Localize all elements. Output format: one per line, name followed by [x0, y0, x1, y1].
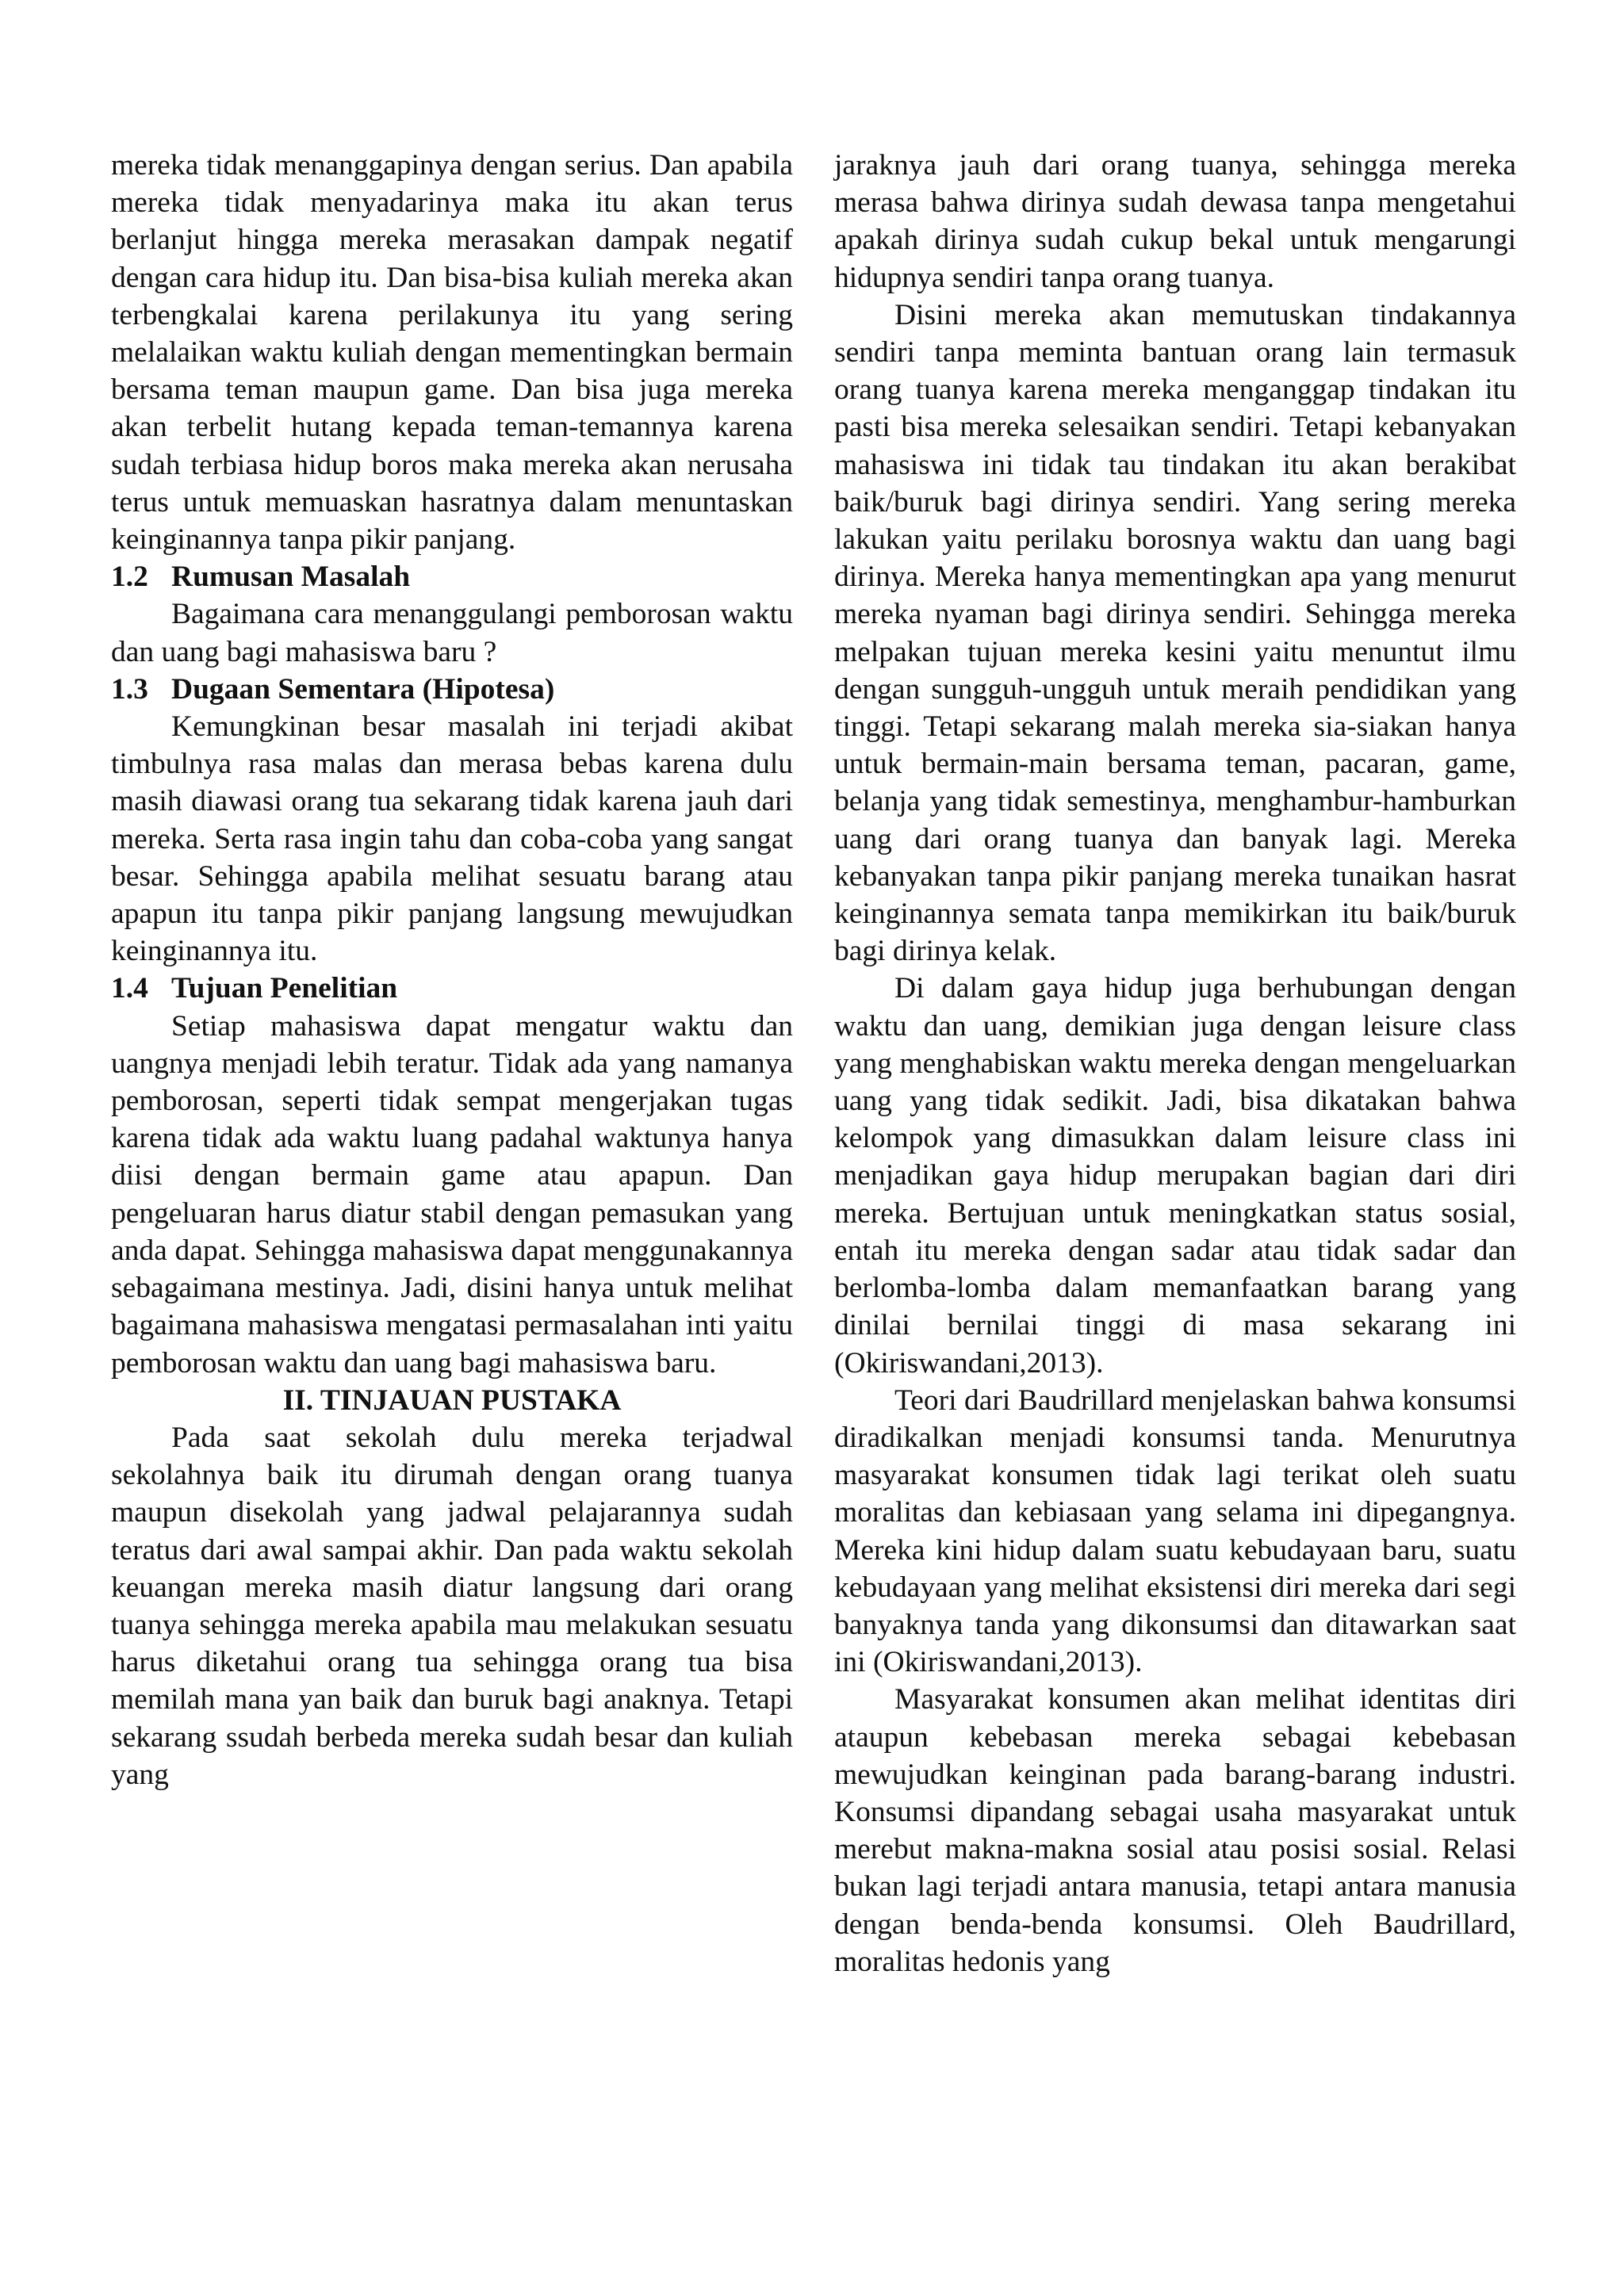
section-heading-tujuan-penelitian — [111, 970, 793, 1007]
section-number: 1.3 — [111, 672, 148, 706]
section-number: 1.4 — [111, 972, 148, 1005]
section-heading-hipotesa — [111, 671, 793, 708]
right-paragraph-5: Masyarakat konsumen akan melihat identitas diri ataupun kebebasan mereka sebagai kebebasan mewujudkan keinginan pada barang-barang industri. Konsumsi dipandang sebagai usaha masyarakat untuk merebut makna-makna sosial atau posisi sosial. Relasi bukan lagi terjadi antara manusia, tetapi antara manusia dengan benda-benda konsumsi. Oleh Baudrillard, moralitas hedonis yang — [834, 1683, 1516, 1978]
section-title: Dugaan Sementara (Hipotesa) — [171, 672, 555, 706]
right-column — [834, 147, 1516, 1980]
left-column — [111, 147, 793, 1793]
tinjauan-pustaka-paragraph: Pada saat sekolah dulu mereka terjadwal sekolahnya baik itu dirumah dengan orang tuanya maupun disekolah yang jadwal pelajarannya sudah teratus dari awal sampai akhir. Dan pada waktu sekolah keuangan mereka masih diatur langsung dari orang tuanya sehingga mereka apabila mau melakukan sesuatu harus diketahui orang tua sehingga orang tua bisa memilah mana yan baik dan buruk bagi anaknya. Tetapi sekarang ssudah berbeda mereka sudah besar dan kuliah yang — [111, 1421, 793, 1791]
right-paragraph-2: Disini mereka akan memutuskan tindakannya sendiri tanpa meminta bantuan orang lain termasuk orang tuanya karena mereka menganggap tindakan itu pasti bisa mereka selesaikan sendiri. Tetapi kebanyakan mahasiswa ini tidak tau tindakan itu akan berakibat baik/buruk bagi dirinya sendiri. Yang sering mereka lakukan yaitu perilaku borosnya waktu dan uang bagi dirinya. Mereka hanya mementingkan apa yang menurut mereka nyaman bagi dirinya sendiri. Sehingga mereka melpakan tujuan mereka kesini yaitu menuntut ilmu dengan sungguh-ungguh untuk meraih pendidikan yang tinggi. Tetapi sekarang malah mereka sia-siakan hanya untuk bermain-main bersama teman, pacaran, game, belanja yang tidak semestinya, menghambur-hamburkan uang dari orang tuanya dan banyak lagi. Mereka kebanyakan tanpa pikir panjang mereka tunaikan hasrat keinginannya semata tanpa memikirkan itu baik/buruk bagi dirinya kelak. — [834, 298, 1516, 968]
section-title: Tujuan Penelitian — [171, 972, 398, 1005]
right-paragraph-3: Di dalam gaya hidup juga berhubungan dengan waktu dan uang, demikian juga dengan leisure class yang menghabiskan waktu mereka dengan mengeluarkan uang yang tidak sedikit. Jadi, bisa dikatakan bahwa kelompok yang dimasukkan dalam leisure class ini menjadikan gaya hidup merupakan bagian dari diri mereka. Bertujuan untuk meningkatkan status sosial, entah itu mereka dengan sadar atau tidak sadar dan berlomba-lomba dalam memanfaatkan barang yang dinilai bernilai tinggi di masa sekarang ini (Okiriswandani,2013). — [834, 972, 1516, 1380]
rumusan-masalah-body: Bagaimana cara menanggulangi pemborosan waktu dan uang bagi mahasiswa baru ? — [111, 598, 793, 668]
right-paragraph-continuation: jaraknya jauh dari orang tuanya, sehingga mereka merasa bahwa dirinya sudah dewasa tanpa mengetahui apakah dirinya sudah cukup bekal untuk mengarungi hidupnya sendiri tanpa orang tuanya. — [834, 149, 1516, 294]
section-heading-rumusan-masalah — [111, 558, 793, 595]
section-number: 1.2 — [111, 561, 148, 594]
hipotesa-body: Kemungkinan besar masalah ini terjadi akibat timbulnya rasa malas dan merasa bebas karena dulu masih diawasi orang tua sekarang tidak karena jauh dari mereka. Serta rasa ingin tahu dan coba-coba yang sangat besar. Sehingga apabila melihat sesuatu barang atau apapun itu tanpa pikir panjang langsung mewujudkan keinginannya itu. — [111, 710, 793, 968]
chapter-heading-tinjauan-pustaka: II. TINJAUAN PUSTAKA — [282, 1383, 622, 1417]
right-paragraph-4: Teori dari Baudrillard menjelaskan bahwa konsumsi diradikalkan menjadi konsumsi tanda. Menurutnya masyarakat konsumen tidak lagi terikat oleh suatu moralitas dan kebiasaan yang selama ini dipegangnya. Mereka kini hidup dalam suatu kebudayaan baru, suatu kebudayaan yang melihat eksistensi diri mereka dari segi banyaknya tanda yang dikonsumsi dan ditawarkan saat ini (Okiriswandani,2013). — [834, 1383, 1516, 1679]
section-title: Rumusan Masalah — [171, 561, 411, 594]
left-paragraph-continuation: mereka tidak menanggapinya dengan serius. Dan apabila mereka tidak menyadarinya maka itu akan terus berlanjut hingga mereka merasakan dampak negatif dengan cara hidup itu. Dan bisa-bisa kuliah mereka akan terbengkalai karena perilakunya itu yang sering melalaikan waktu kuliah dengan mementingkan bermain bersama teman maupun game. Dan bisa juga mereka akan terbelit hutang kepada teman-temannya karena sudah terbiasa hidup boros maka mereka akan nerusaha terus untuk memuaskan hasratnya dalam menuntaskan keinginannya tanpa pikir panjang. — [111, 149, 793, 557]
tujuan-penelitian-body: Setiap mahasiswa dapat mengatur waktu dan uangnya menjadi lebih teratur. Tidak ada yang namanya pemborosan, seperti tidak sempat mengerjakan tugas karena tidak ada waktu luang padahal waktunya hanya diisi dengan bermain game atau apapun. Dan pengeluaran harus diatur stabil dengan pemasukan yang anda dapat. Sehingga mahasiswa dapat menggunakannya sebagaimana mestinya. Jadi, disini hanya untuk melihat bagaimana mahasiswa mengatasi permasalahan inti yaitu pemborosan waktu dan uang bagi mahasiswa baru. — [111, 1009, 793, 1380]
